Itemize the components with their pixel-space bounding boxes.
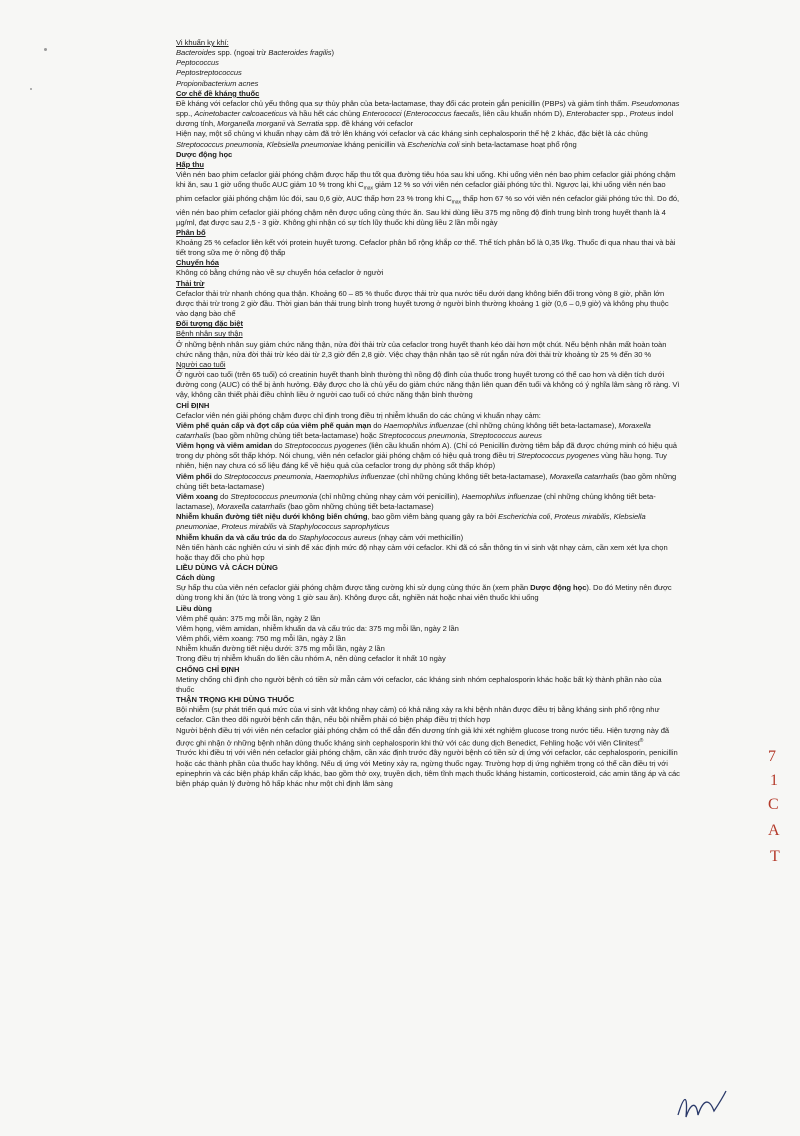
document-body [176,38,680,789]
paragraph: Viêm phế quản: 375 mg mỗi lần, ngày 2 lần [176,613,321,623]
section-heading: Chuyển hóa [176,258,219,268]
signature-mark [670,1085,730,1125]
chapter-heading: LIỀU DÙNG VÀ CÁCH DÙNG [176,563,278,572]
paragraph: Không có bằng chứng nào về sự chuyển hóa cefaclor ở người [176,268,384,278]
chapter-heading: CHỐNG CHỈ ĐỊNH [176,664,240,674]
section-heading: Cơ chế đề kháng thuốc [176,88,260,98]
paragraph: Viêm họng, viêm amidan, nhiễm khuẩn da và cấu trúc da: 375 mg mỗi lần, ngày 2 lần [176,623,459,633]
subsection-heading: Vi khuẩn kỵ khí: [176,38,229,47]
paragraph: Viêm xoang do Streptococcus pneumonia (chỉ những chủng nhạy cảm với penicillin), Haemophilus influenzae (chỉ những chủng không tiết beta-lactamase), Moraxella catarrhalis (bao gồm những chủng tiết beta-lactamase) [176,491,656,512]
paragraph: Đề kháng với cefaclor chủ yếu thông qua sự thủy phân của beta-lactamase, thay đổi các protein gắn penicillin (PBPs) và giảm tính thấm. Pseudomonas spp., Acinetobacter calcoaceticus và hầu hết các chủng Enterococci (Enterococcus faecalis, liên cầu khuẩn nhóm D), Enterobacter spp., Proteus indol dương tính, Morganella morganii và Serratia spp. đề kháng với cefaclor [176,98,680,129]
paragraph: Bacteroides spp. (ngoại trừ Bacteroides fragilis) [176,48,334,58]
paragraph: Viêm họng và viêm amidan do Streptococcus pyogenes (liên cầu khuẩn nhóm A). (Chỉ có Penicillin đường tiêm bắp đã được chứng minh có hiệu quả trong dự phòng sốt thấp khớp. Nói chung, viên nén cefaclor giải phóng chậm có hiệu quả trong điều trị Streptococcus pyogenes vùng hầu họng. Tuy nhiên, hiện nay chưa có số liệu đáng kể về hiệu quả của cefaclor trong dự phòng sốt thấp khớp) [176,441,677,471]
margin-annotation: 1 [770,772,778,789]
scan-speck [30,88,32,90]
paragraph: Bội nhiễm (sự phát triển quá mức của vi sinh vật không nhạy cảm) có khả năng xảy ra khi bệnh nhân được điều trị bằng kháng sinh phổ rộng như cefaclor. Cần theo dõi người bệnh cẩn thận, nếu bội nhiễm phải có biện pháp điều trị thích hợp [176,705,660,725]
chapter-heading: CHỈ ĐỊNH [176,400,210,410]
paragraph: Peptostreptococcus [176,68,242,78]
paragraph: Peptococcus [176,58,219,68]
paragraph: Ở những bệnh nhân suy giảm chức năng thận, nửa đời thải trừ của cefaclor trong huyết thanh kéo dài hơn một chút. Nếu bệnh nhân mất hoàn toàn chức năng thận, nửa đời thải trừ kéo dài từ 2,3 giờ đến 2,8 giờ. Việc chạy thận nhân tạo sẽ rút ngắn nửa đời thải trừ khoảng từ 25 % đến 30 % [176,339,667,359]
subsection-heading: Người cao tuổi [176,359,226,369]
paragraph: Viêm phế quản cấp và đợt cấp của viêm phế quản mạn do Haemophilus influenzae (chỉ những chủng không tiết beta-lactamase), Moraxella catarrhalis (bao gồm những chủng tiết beta-lactamase) hoặc Streptococcus pneumonia, Streptococcus aureus [176,420,651,440]
margin-annotation: A [768,822,780,839]
section-heading: Đối tượng đặc biệt [176,319,243,329]
paragraph: Viêm phổi do Streptococcus pneumonia, Haemophilus influenzae (chỉ những chủng không tiết beta-lactamase), Moraxella catarrhalis (bao gồm những chủng tiết beta-lactamase) [176,471,677,491]
section-heading: Thải trừ [176,278,205,288]
paragraph: Nhiễm khuẩn da và cấu trúc da do Staphylococcus aureus (nhạy cảm với methicillin) [176,532,464,542]
paragraph: Viên nén bao phim cefaclor giải phóng chậm được hấp thu tốt qua đường tiêu hóa sau khi uống. Khi uống viên nén bao phim cefaclor giải phóng chậm khi ăn, sau 1 giờ uống thuốc AUC giảm 10 % trong khi $C_{max}$ giảm 12 % so với viên nén cefaclor giải phóng tức thì. Ngược lại, khi uống viên nén bao phim cefaclor giải phóng chậm lúc đói, sau 0,6 giờ, AUC thấp hơn 23 % trong khi $C_{max}$ thấp hơn 67 % so với viên nén cefaclor giải phóng tức thì. Do đó, viên nén bao phim cefaclor giải phóng chậm nên được uống cùng thức ăn. Sau khi dùng liều 375 mg nồng độ đỉnh trung bình trong huyết thanh là 4 µg/ml, đạt được sau 2,5 - 3 giờ. Không ghi nhận có sự tích lũy thuốc khi dùng liều 2 lần mỗi ngày [176,170,680,227]
chapter-heading: THẬN TRỌNG KHI DÙNG THUỐC [176,695,295,705]
paragraph: Trước khi điều trị với viên nén cefaclor giải phóng chậm, cần xác định trước đây người bệnh có tiền sử dị ứng với cefaclor, các cephalosporin, penicillin hoặc các thành phần của thuốc hay không. Nếu dị ứng với Metiny xảy ra, ngừng thuốc ngay. Trường hợp dị ứng nghiêm trọng có thể cần điều trị với epinephrin và các biện pháp khẩn cấp khác, bao gồm thở oxy, truyền dịch, tiêm tĩnh mạch thuốc kháng histamin, corticosteroid, các amin tăng áp và các biện pháp quản lý đường hô hấp khác như một chỉ định lâm sàng [176,748,680,788]
paragraph: Nên tiến hành các nghiên cứu vi sinh để xác định mức độ nhạy cảm với cefaclor. Khi đã có sẵn thông tin vi sinh vật nhạy cảm, cần xem xét lựa chọn hoặc thay đổi cho phù hợp [176,542,668,562]
paragraph: Khoảng 25 % cefaclor liên kết với protein huyết tương. Cefaclor phân bố rộng khắp cơ thể. Thể tích phân bố là 0,35 l/kg. Thuốc đi qua nhau thai và bài tiết trong sữa mẹ ở nồng độ thấp [176,238,676,258]
section-heading: Dược động học [176,149,233,159]
paragraph: Cefaclor viên nén giải phóng chậm được chỉ định trong điều trị nhiễm khuẩn do các chủng vi khuẩn nhạy cảm: [176,410,541,420]
scan-speck [44,48,47,51]
margin-annotation: 7 [768,748,776,765]
paragraph: Người bệnh điều trị với viên nén cefaclor giải phóng chậm có thể dẫn đến dương tính giả khi xét nghiệm glucose trong nước tiểu. Hiện tượng này đã được ghi nhận ở những bệnh nhân dùng thuốc kháng sinh cephalosporin khi thử với các dung dịch Benedict, Fehling hoặc với viên Clinitest® [176,725,670,748]
subsection-heading: Bệnh nhân suy thận [176,329,243,339]
paragraph: Metiny chống chỉ định cho người bệnh có tiền sử mẫn cảm với cefaclor, các kháng sinh nhóm cephalosporin khác hoặc bất kỳ thành phần nào của thuốc [176,674,662,694]
paragraph: Ở người cao tuổi (trên 65 tuổi) có creatinin huyết thanh bình thường thì nồng độ đỉnh của thuốc trong huyết tương có thể cao hơn và diện tích dưới đường cong (AUC) có thể bị ảnh hưởng. Đây được cho là chủ yếu do giảm chức năng thận liên quan đến tuổi và không có ý nghĩa lâm sàng rõ ràng. Vì vậy, không cần thiết phải điều chỉnh liều ở người cao tuổi có chức năng thận bình thường [176,370,680,400]
paragraph: Trong điều trị nhiễm khuẩn do liên cầu nhóm A, nên dùng cefaclor ít nhất 10 ngày [176,654,446,664]
paragraph: Nhiễm khuẩn đường tiết niệu dưới không biến chứng, bao gồm viêm bàng quang gây ra bởi Escherichia coli, Proteus mirabilis, Klebsiella pneumoniae, Proteus mirabilis và Staphylococcus saprophyticus [176,512,646,532]
paragraph: Viêm phổi, viêm xoang: 750 mg mỗi lần, ngày 2 lần [176,634,346,644]
paragraph: Cefaclor thải trừ nhanh chóng qua thận. Khoảng 60 – 85 % thuốc được thải trừ qua nước tiểu dưới dạng không biến đổi trong vòng 8 giờ, phần lớn được thải trừ trong 2 giờ đầu. Thời gian bán thải trung bình trong huyết tương ở người bình thường khoảng 1 giờ (0,6 – 0,9 giờ) và không phụ thuộc vào dạng bào chế [176,288,669,319]
section-heading: Phân bố [176,227,206,237]
margin-annotation: T [770,848,780,865]
paragraph: Sự hấp thu của viên nén cefaclor giải phóng chậm được tăng cường khi sử dụng cùng thức ăn (xem phần Dược động học). Do đó Metiny nên được dùng trong khi ăn (tức là trong vòng 1 giờ sau ăn). Không được cắt, nghiền nát hoặc nhai viên thuốc khi uống [176,583,672,603]
margin-annotation: C [768,796,779,813]
section-heading: Cách dùng [176,573,215,583]
paragraph: Nhiễm khuẩn đường tiết niệu dưới: 375 mg mỗi lần, ngày 2 lần [176,644,385,654]
section-heading: Hấp thu [176,159,204,169]
paragraph: Hiện nay, một số chủng vi khuẩn nhạy cảm đã trở lên kháng với cefaclor và các kháng sinh cephalosporin thế hệ 2 khác, đặc biệt là các chủng Streptococcus pneumonia, Klebsiella pneumoniae kháng penicillin và Escherichia coli sinh beta-lactamase hoạt phổ rộng [176,129,648,149]
paragraph: Propionibacterium acnes [176,78,259,88]
section-heading: Liều dùng [176,603,212,613]
